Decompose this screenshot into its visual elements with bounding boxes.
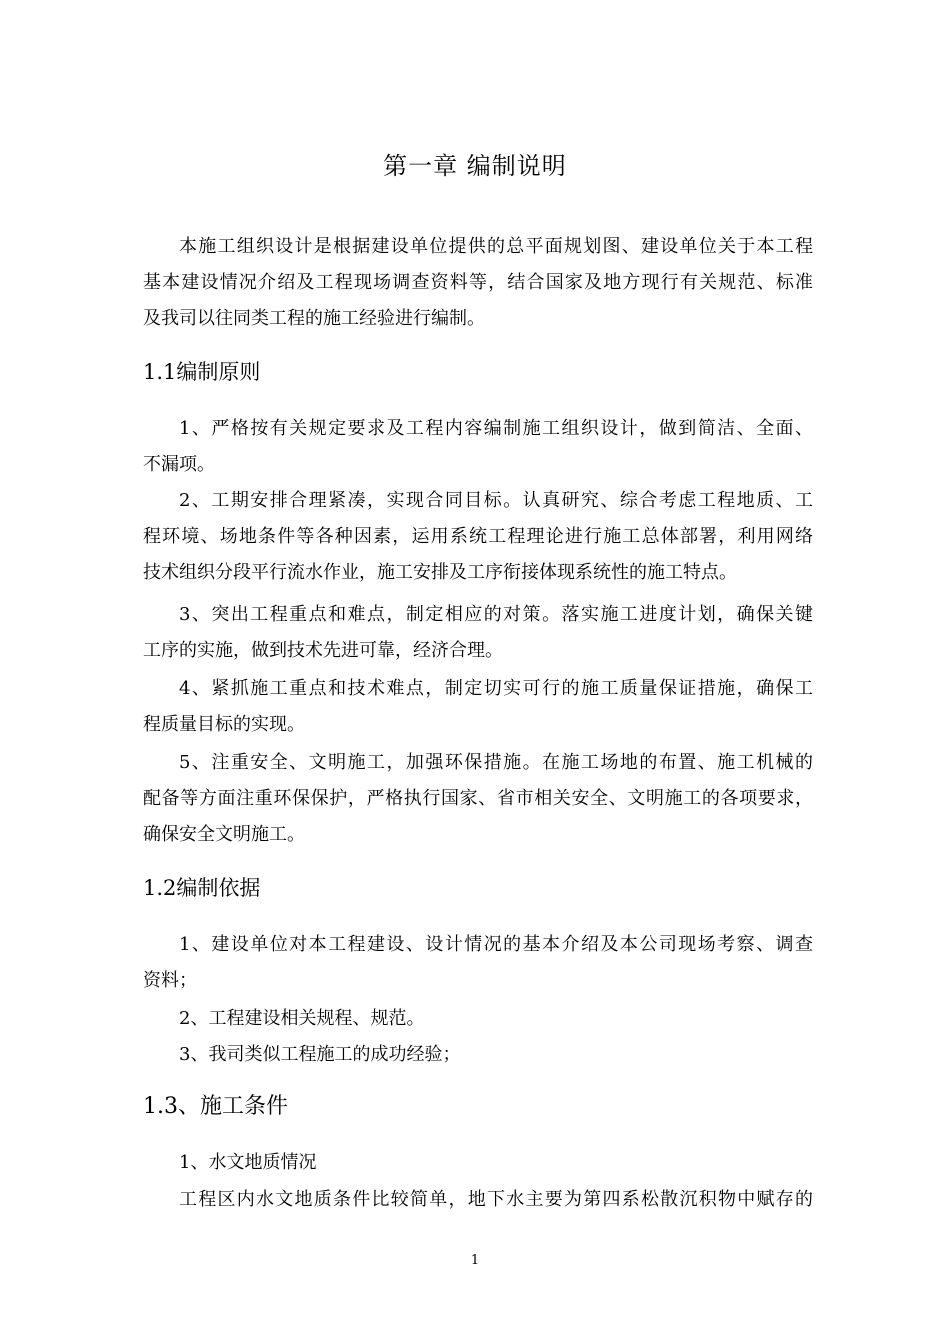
principle-line-5: 技术组织分段平行流水作业，施工安排及工序衔接体现系统性的施工特点。: [143, 562, 737, 583]
conditions-line-2: 工程区内水文地质条件比较简单，地下水主要为第四系松散沉积物中赋存的: [179, 1189, 813, 1210]
principle-line-10: 5、注重安全、文明施工，加强环保措施。在施工场地的布置、施工机械的: [179, 752, 813, 773]
section-heading-1-1: 1.1编制原则: [143, 360, 261, 384]
principle-line-11: 配备等方面注重环保保护，严格执行国家、省市相关安全、文明施工的各项要求，: [143, 788, 813, 809]
principle-line-3: 2、工期安排合理紧凑，实现合同目标。认真研究、综合考虑工程地质、工: [179, 490, 813, 511]
conditions-line-1: 1、水文地质情况: [179, 1152, 317, 1173]
principle-line-2: 不漏项。: [143, 454, 215, 475]
section-heading-1-3: 1.3、施工条件: [143, 1094, 288, 1119]
principle-line-4: 程环境、场地条件等各种因素，运用系统工程理论进行施工总体部署，利用网络: [143, 526, 813, 547]
intro-line-1: 本施工组织设计是根据建设单位提供的总平面规划图、建设单位关于本工程: [179, 236, 813, 257]
page-number: 1: [470, 1253, 480, 1268]
principle-line-1: 1、严格按有关规定要求及工程内容编制施工组织设计，做到简洁、全面、: [179, 418, 813, 439]
principle-line-6: 3、突出工程重点和难点，制定相应的对策。落实施工进度计划，确保关键: [179, 604, 813, 625]
principle-line-12: 确保安全文明施工。: [143, 824, 305, 845]
principle-line-8: 4、紧抓施工重点和技术难点，制定切实可行的施工质量保证措施，确保工: [179, 678, 813, 699]
basis-line-4: 3、我司类似工程施工的成功经验；: [179, 1044, 461, 1065]
principle-line-7: 工序的实施，做到技术先进可靠，经济合理。: [143, 640, 503, 661]
basis-line-3: 2、工程建设相关规程、规范。: [179, 1008, 425, 1029]
section-heading-1-2: 1.2编制依据: [143, 876, 261, 900]
basis-line-2: 资料；: [143, 970, 197, 991]
principle-line-9: 程质量目标的实现。: [143, 714, 305, 735]
chapter-title: 第一章 编制说明: [383, 152, 567, 180]
intro-line-2: 基本建设情况介绍及工程现场调查资料等，结合国家及地方现行有关规范、标准: [143, 272, 813, 293]
basis-line-1: 1、建设单位对本工程建设、设计情况的基本介绍及本公司现场考察、调查: [179, 934, 813, 955]
intro-line-3: 及我司以往同类工程的施工经验进行编制。: [143, 308, 485, 329]
